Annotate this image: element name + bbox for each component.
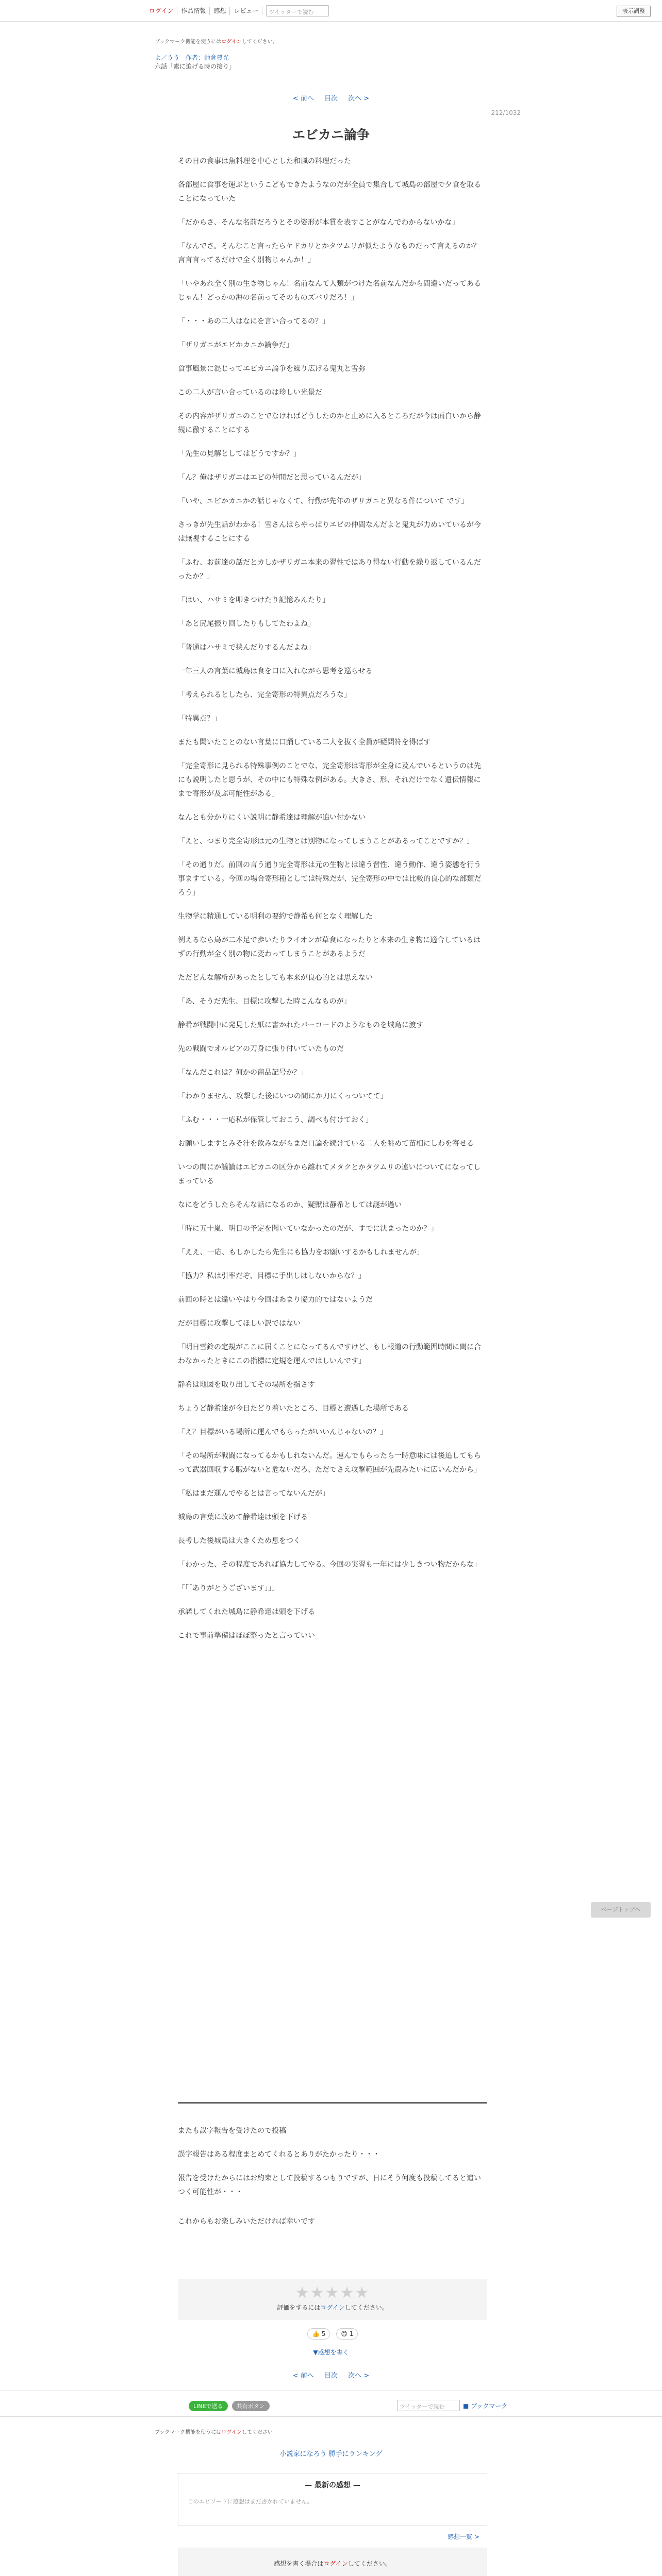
star-icon[interactable]: ★ (340, 2284, 355, 2302)
afterword-paragraph: 誤字報告はある程度まとめてくれるとありがたかったり・・・ (178, 2150, 380, 2159)
star-icon[interactable]: ★ (295, 2284, 310, 2302)
bookmark-notice-suffix: してください。 (241, 39, 278, 45)
review-link[interactable]: レビュー (230, 7, 262, 15)
star-icon[interactable]: ★ (310, 2284, 325, 2302)
login-link[interactable]: ログイン (145, 7, 177, 15)
write-box-text: 感想を書く場合は (274, 2560, 324, 2567)
episode-pager-bottom (0, 2370, 662, 2380)
body-paragraph: なにをどうしたらそんな話になるのか、疑獣は静希としては謎が過い (178, 1201, 402, 1209)
prev-link[interactable]: < 前へ (292, 2372, 314, 2380)
impressions-link[interactable]: 感想 (210, 7, 230, 15)
latest-impressions-empty: このエピソードに感想はまだ書かれていません。 (188, 2498, 313, 2505)
prev-link[interactable]: < 前へ (292, 95, 314, 103)
body-paragraph: 「普通はハサミで挟んだりするんだよね」 (178, 643, 315, 652)
body-paragraph: 「えと、つまり完全寄形は元の生物とは別物になってしまうことがあるってことですか？」 (178, 837, 474, 845)
reaction-smile[interactable] (336, 2328, 358, 2340)
body-paragraph: 「特異点？」 (178, 715, 221, 723)
body-paragraph: だが目標に攻撃してほしい訳ではない (178, 1319, 301, 1328)
body-paragraph: 「協力？私は引率だぞ、目標に手出しはしないからな？」 (178, 1272, 366, 1280)
impressions-list-link[interactable]: 感想一覧 > (448, 2533, 479, 2540)
body-paragraph: 各部屋に食事を運ぶというこどもできたようなのだが全員で集合して城島の部屋で夕食を取ることになっていた (178, 181, 481, 203)
rating-box (178, 2279, 487, 2320)
bookmark-notice-text: ブックマーク機能を使うには (155, 39, 222, 45)
body-paragraph: 「はい、ハサミを叩きつけたり記憶みんたり」 (178, 596, 329, 604)
body-paragraph: 城島の言葉に改めて静希達は頭を下げる (178, 1513, 308, 1521)
author-link[interactable]: 池倉豊光 (204, 54, 229, 61)
afterword-divider (178, 2102, 487, 2104)
chapter-subtitle: 六話「素に迫げる時の接り」 (155, 63, 236, 70)
rating-note (178, 2303, 487, 2312)
next-link[interactable]: 次へ > (348, 95, 370, 103)
ranking-link[interactable]: 小説家になろう 勝手にランキング (279, 2450, 383, 2458)
body-paragraph: 「明日雪鈴の定規がここに届くことになってるんですけど、もし報道の行動範囲時間に間に合わなかったときにこの指標に定規を運んではしいんです」 (178, 1343, 481, 1365)
body-paragraph: 「いやあれ全く別の生き物じゃん！名前なんて人類がつけた名前なんだから間違いだってあるじゃん！どっかの海の名前ってそのものズバリだろ！」 (178, 280, 481, 302)
body-paragraph: 一年三人の言葉に城島は食を口に入れながら思考を巡らせる (178, 667, 373, 675)
body-paragraph: 「ザリガニがエビかカニか論争だ」 (178, 341, 293, 349)
thumbs-up-icon: 👍 (312, 2330, 320, 2337)
body-paragraph: 生物学に精通している明利の要約で静希も何となく理解した (178, 912, 373, 921)
star-icon[interactable]: ★ (325, 2284, 340, 2302)
top-navigation-bar (0, 0, 662, 22)
bookmark-notice-bottom (155, 2428, 278, 2435)
toc-link[interactable]: 目次 (324, 2372, 338, 2380)
chapter-title: エビカニ論争 (292, 127, 370, 142)
body-paragraph: 先の戦闘でオルビアの刀身に張り付いていたものだ (178, 1045, 344, 1053)
body-paragraph: その日の食事は魚料理を中心とした和風の料理だった (178, 157, 351, 165)
work-info-link[interactable]: 作品情報 (177, 7, 210, 15)
reaction-thumbs-up[interactable] (307, 2328, 330, 2340)
reaction-count: 1 (349, 2330, 354, 2337)
episode-pager-top (0, 93, 662, 103)
novel-body (178, 155, 487, 1653)
reactions (307, 2328, 358, 2340)
novel-meta (155, 54, 235, 71)
next-link[interactable]: 次へ > (348, 2372, 370, 2380)
share-bar-right (397, 2400, 507, 2411)
body-paragraph: なんとも分かりにくい説明に静希達は理解が追い付かない (178, 814, 366, 822)
body-paragraph: 静希が戦闘中に発見した紙に書かれたバーコードのようなものを城島に渡す (178, 1021, 423, 1029)
body-paragraph: またも聞いたことのない言葉に口踊している二人を抜く全員が疑問符を得ばす (178, 738, 431, 747)
share-bar (189, 2401, 270, 2411)
body-paragraph: 「その場所が戦闘になってるかもしれないんだ。運んでもらったら一時意味には後追してもらって武器回収する暇がないと危ないだろ、ただでさえ攻撃範囲が先農みたいに広いんだから」 (178, 1452, 481, 1474)
latest-impressions-box: — 最新の感想 — このエピソードに感想はまだ書かれていません。 (178, 2473, 487, 2526)
body-paragraph: この二人が言い合っているのは珍しい光景だ (178, 388, 322, 397)
display-settings-button[interactable]: 表示調整 (617, 6, 651, 17)
write-impression-toggle[interactable]: ▼感想を書く (313, 2349, 349, 2356)
bookmark-notice-text: ブックマーク機能を使うには (155, 2430, 222, 2435)
body-paragraph: 「あと尻尾振り回したりもしてたわよね」 (178, 620, 315, 628)
reaction-count: 5 (321, 2330, 326, 2337)
toc-link[interactable]: 目次 (324, 95, 338, 103)
series-title[interactable]: よ／うう 作者： (155, 54, 205, 61)
afterword-paragraph: またも誤字報告を受けたので投稿 (178, 2127, 286, 2135)
body-paragraph: 「その通りだ。前回の言う通り完全寄形は元の生物とは違う習性、違う動作、違う姿態を行う事ますている。今回の場合寄形種としては特殊だが、完全寄形の中では比較的良心的な部類だろう」 (178, 861, 482, 897)
body-paragraph: 「・・・あの二人はなにを言い合ってるの？」 (178, 317, 329, 326)
page-top-button[interactable]: ページトップへ (591, 1902, 651, 1918)
body-paragraph: 「なんだこれは？何かの商品記号か？」 (178, 1069, 308, 1077)
body-paragraph: 「わかった、その程度であれば協力してやる。今回の実習も一年には少しきつい物だからな」 (178, 1561, 481, 1569)
body-paragraph: 「私はまだ運んでやるとは言ってないんだが」 (178, 1489, 329, 1498)
body-paragraph: 例えるなら鳥が二本足で歩いたりライオンが草食になったりと本来の生き物に適合しているはずの行動が全く別の物に変わってしまうことがあるようだ (178, 936, 481, 958)
body-paragraph: いつの間にか議論はエビカニの区分から離れてメタクとかタツムリの違いについてになってしまっている (178, 1163, 481, 1185)
body-paragraph: 「わかりません、攻撃した後にいつの間にか刀にくっついてて」 (178, 1092, 388, 1100)
rating-login-link[interactable]: ログイン (320, 2304, 345, 2311)
body-paragraph: 承諾してくれた城島に静希達は頭を下げる (178, 1608, 315, 1616)
bookmark-login-link[interactable]: ログイン (221, 2430, 242, 2435)
rating-note-text: 評価をするには (277, 2304, 321, 2311)
body-paragraph: 「時に五十嵐、明日の予定を聞いていなかったのだが、すでに決まったのか？」 (178, 1225, 438, 1233)
body-paragraph: 「だからさ、そんな名前だろうとその姿形が本質を表すことがなんでわからないかな」 (178, 218, 459, 227)
body-paragraph: 「「「ありがとうございます」」」 (178, 1584, 279, 1592)
bookmark-notice-suffix: してください。 (241, 2430, 278, 2435)
line-share-button[interactable]: LINEで送る (189, 2401, 228, 2411)
body-paragraph: 「なんでさ。そんなこと言ったらヤドカリとかタツムリが似たようなものだって言えるのか？言言言ってるだけで全く別物じゃんか！」 (178, 242, 481, 264)
bookmark-button[interactable]: ■ ブックマーク (463, 2402, 508, 2410)
body-paragraph: 食事風景に混じってエビカニ論争を繰り広げる鬼丸と雪弥 (178, 365, 366, 373)
body-paragraph: 「あ、そうだ先生、目標に攻撃した時こんなものが」 (178, 997, 351, 1006)
body-paragraph: 「考えられるとしたら、完全寄形の特異点だろうな」 (178, 691, 351, 699)
share-button[interactable]: 共有ボタン (232, 2401, 270, 2411)
bookmark-notice (155, 37, 278, 45)
twitter-read-input[interactable]: ツイッターで読む (397, 2400, 460, 2411)
body-paragraph: その内容がザリガニのことでなければどうしたのかと止めに入るところだが今は面白いから静観に徹することにする (178, 412, 481, 434)
episode-progress: 212/1032 (491, 109, 521, 116)
smile-icon: 😊 (341, 2330, 347, 2337)
body-paragraph: 「先生の見解としてはどうですか？」 (178, 450, 301, 458)
rating-stars[interactable] (178, 2279, 487, 2302)
body-paragraph: 「え？目標がいる場所に運んでもらったがいいんじゃないの？」 (178, 1428, 387, 1436)
rating-note-suffix: してください。 (344, 2304, 388, 2311)
body-paragraph: 「完全寄形に見られる特殊事例のことでな、完全寄形は寄形が全身に及んでいるというのは先にも説明したと思うが、その中にも特殊な例がある。大きさ、形、それだけでなく遺伝情報にまで寄形が及ぶ可能性がある」 (178, 762, 481, 798)
body-paragraph: 「いや、エビかカニかの話じゃなくて、行動が先年のザリガニと異なる件について です」 (178, 497, 469, 505)
body-paragraph: 「ええ、一応、もしかしたら先生にも協力をお願いするかもしれませんが」 (178, 1248, 424, 1257)
write-impression-box (178, 2548, 487, 2576)
afterword-paragraph: これからもお楽しみいただければ幸いです (178, 2217, 315, 2226)
body-paragraph: 「ふむ・・・一応私が保管しておこう、調べも付けておく」 (178, 1116, 373, 1124)
header-nav (145, 5, 329, 16)
afterword (178, 2124, 487, 2239)
body-paragraph: 静希は地図を取り出してその場所を指さす (178, 1381, 315, 1389)
write-box-suffix: してください。 (347, 2560, 391, 2567)
twitter-read-input[interactable]: ツイッターで読む (266, 5, 329, 16)
write-box-login-link[interactable]: ログイン (323, 2560, 348, 2567)
body-paragraph: 長考した後城島は大きくため息をつく (178, 1537, 301, 1545)
body-paragraph: お願いしますとみそ汁を飲みながらまだ口論を続けている二人を眺めて苗相にしわを寄せる (178, 1140, 474, 1148)
body-paragraph: これで事前準備はほぼ整ったと言っていい (178, 1632, 315, 1640)
afterword-paragraph: 報告を受けたからにはお約束として投稿するつもりですが、日にそう何度も投稿してると追いつく可能性が・・・ (178, 2174, 481, 2196)
body-paragraph: ちょうど静希達が今日たどり着いたところ、目標と遭遇した場所である (178, 1404, 409, 1413)
section-divider (0, 2416, 662, 2417)
body-paragraph: さっきが先生話がわかる！雪さんはらやっぱりエビの仲間なんだよと鬼丸が力めいているが今は無視することにする (178, 521, 481, 543)
body-paragraph: ただどんな解析があったとしても本来が良心的とは思えない (178, 974, 373, 982)
latest-impressions-title: 最新の感想 (315, 2481, 351, 2489)
body-paragraph: 前回の時とは違いやはり今回はあまり協力的ではないようだ (178, 1296, 373, 1304)
body-paragraph: 「ふむ、お前達の話だとカしかザリガニ本来の習性ではあり得ない行動を繰り返しているんだったか？」 (178, 558, 481, 581)
bookmark-login-link[interactable]: ログイン (221, 39, 242, 45)
body-paragraph: 「ん？俺はザリガニはエビの仲間だと思っているんだが」 (178, 473, 366, 482)
star-icon[interactable]: ★ (355, 2284, 370, 2302)
